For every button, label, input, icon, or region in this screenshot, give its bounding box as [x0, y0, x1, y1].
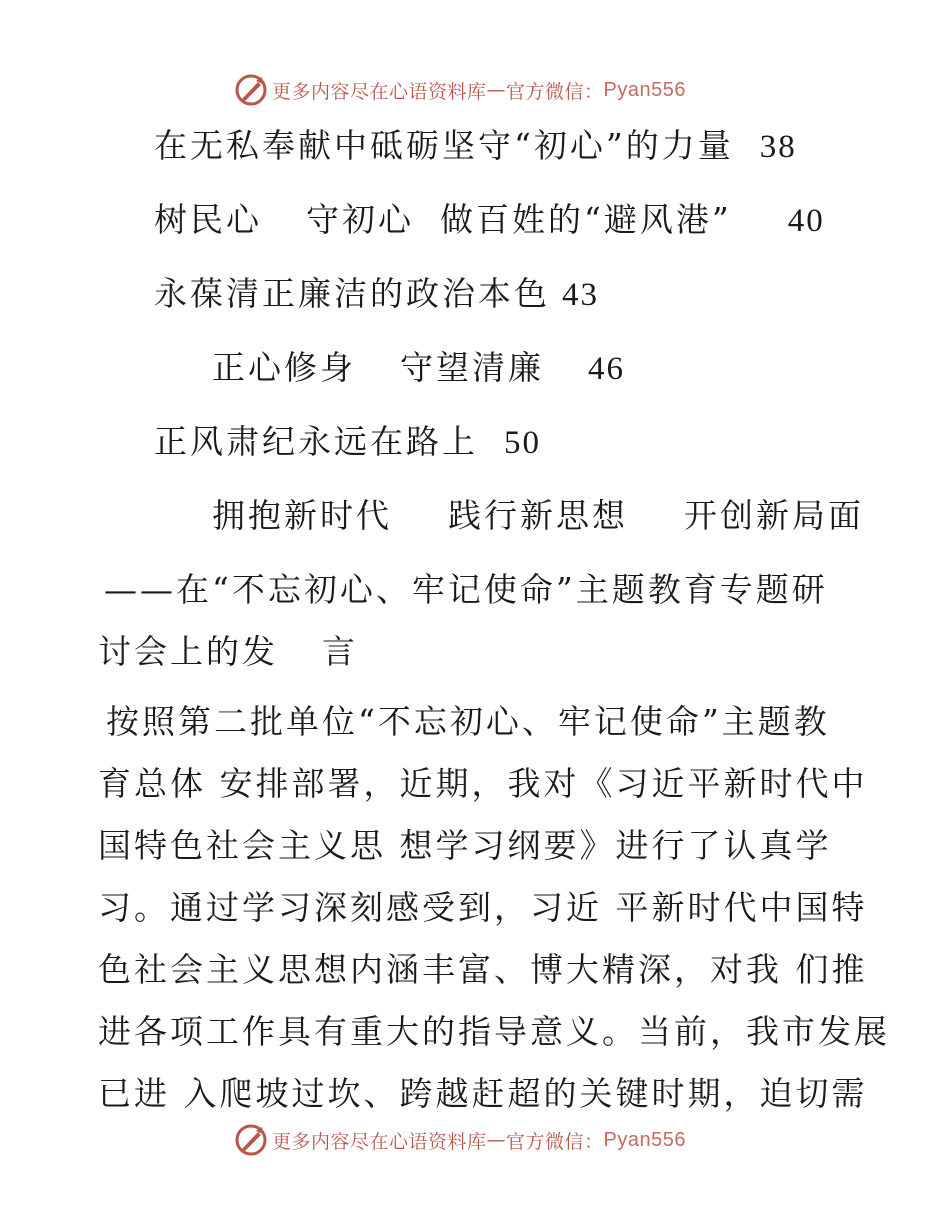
toc-page: 50 — [504, 425, 541, 461]
toc-title-part: 做百姓的“避风港” — [440, 200, 732, 239]
watermark-id: Pyan556 — [603, 78, 686, 101]
body-line: 已进 入爬坡过坎、跨越赶超的关键时期，迫切需 — [98, 1074, 868, 1113]
body-line: 进各项工作具有重大的指导意义。当前，我市发展 — [98, 1012, 890, 1051]
article-subtitle-line — [98, 632, 358, 672]
watermark-text: 更多内容尽在心语资料库 — [272, 1130, 487, 1153]
toc-page: 40 — [787, 203, 825, 239]
article-title — [212, 496, 864, 536]
toc-title-part: 正心修身 — [212, 348, 356, 387]
toc-entry — [154, 126, 797, 167]
watermark-dash: — — [486, 1129, 507, 1151]
article-title-part: 践行新思想 — [448, 496, 628, 535]
watermark-id: Pyan556 — [603, 1128, 686, 1151]
toc-title: 在无私奉献中砥砺坚守“初心”的力量 — [154, 126, 734, 165]
toc-title-part: 树民心 — [154, 200, 262, 239]
watermark-dash: — — [486, 79, 507, 101]
watermark-text: 更多内容尽在心语资料库 — [272, 80, 487, 103]
toc-entry — [154, 200, 825, 241]
article-subtitle-part: 言 — [322, 632, 358, 671]
toc-entry — [212, 348, 625, 389]
body-line: 国特色社会主义思 想学习纲要》进行了认真学 — [98, 826, 832, 865]
body-line: 按照第二批单位“不忘初心、牢记使命”主题教 — [106, 702, 830, 741]
toc-title: 正风肃纪永远在路上 — [154, 422, 478, 461]
body-line: 色社会主义思想内涵丰富、博大精深，对我 们推 — [98, 950, 868, 989]
quill-logo-icon — [234, 73, 268, 107]
watermark-footer — [234, 1122, 686, 1158]
article-title-part: 开创新局面 — [684, 496, 864, 535]
toc-title: 永葆清正廉洁的政治本色 — [154, 274, 550, 313]
quill-logo-icon — [234, 1123, 268, 1157]
article-title-part: 拥抱新时代 — [212, 496, 392, 535]
watermark-header — [234, 72, 686, 108]
toc-entry — [154, 422, 541, 463]
article-subtitle-line: ——在“不忘初心、牢记使命”主题教育专题研 — [104, 570, 828, 609]
watermark-contact: 官方微信： — [506, 1130, 604, 1153]
toc-title-part: 守望清廉 — [400, 348, 544, 387]
toc-page: 38 — [759, 129, 797, 165]
watermark-contact: 官方微信： — [506, 80, 604, 103]
toc-title-part: 守初心 — [306, 200, 414, 239]
toc-entry — [154, 274, 599, 315]
toc-page: 46 — [588, 351, 625, 387]
toc-page: 43 — [562, 277, 599, 313]
body-line: 育总体 安排部署，近期，我对《习近平新时代中 — [98, 764, 868, 803]
body-line: 习。通过学习深刻感受到，习近 平新时代中国特 — [98, 888, 868, 927]
article-subtitle-part: 讨会上的发 — [98, 632, 278, 671]
